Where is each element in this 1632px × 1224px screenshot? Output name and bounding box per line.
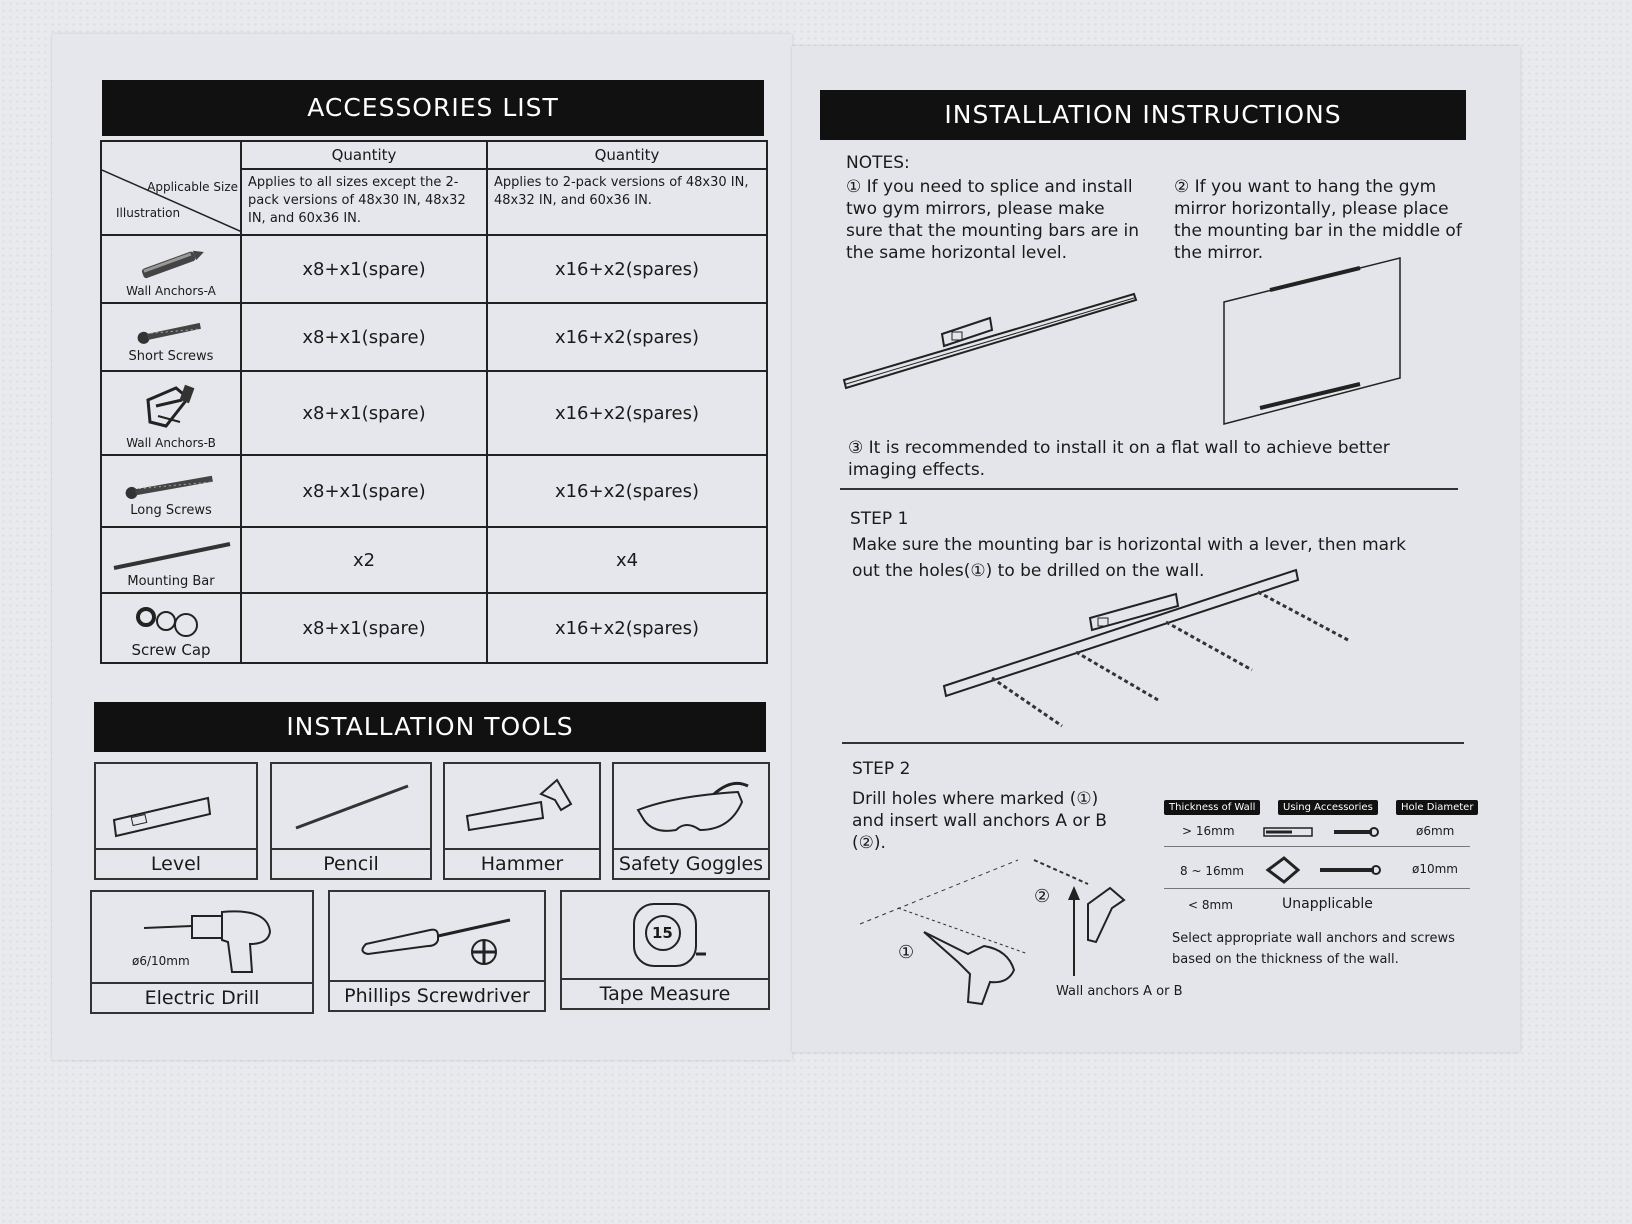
level-label: Level: [96, 848, 256, 878]
notes-label: NOTES:: [846, 153, 910, 173]
accessories-header: Using Accessories: [1278, 800, 1378, 815]
screwdriver-label: Phillips Screwdriver: [330, 980, 544, 1010]
mounting-bar-qty1: x2: [241, 527, 487, 593]
illustration-label: Illustration: [116, 206, 181, 220]
long-screws-cell: [101, 455, 241, 527]
mounting-bar-qty2: x4: [487, 527, 767, 593]
divider-2: [842, 742, 1464, 744]
electric-drill-label: Electric Drill: [92, 982, 312, 1012]
tools-title: INSTALLATION TOOLS: [94, 702, 766, 752]
row2-accessories-icon: [1264, 854, 1384, 888]
wall-anchors-a-qty1: x8+x1(spare): [241, 235, 487, 303]
screw-cap-cell: [101, 593, 241, 663]
step1-illustration: [940, 566, 1360, 736]
short-screws-qty2: x16+x2(spares): [487, 303, 767, 371]
splice-bar-illustration: [842, 284, 1142, 394]
pencil-icon: [272, 764, 430, 844]
wall-anchors-a-label: Wall Anchors-A: [126, 283, 216, 298]
drill-size-label: ø6/10mm: [132, 954, 190, 968]
screw-cap-qty2: x16+x2(spares): [487, 593, 767, 663]
mounting-bar-cell: [101, 527, 241, 593]
hammer-label: Hammer: [445, 848, 599, 878]
electric-drill-icon: [92, 892, 312, 978]
safety-goggles-label: Safety Goggles: [614, 848, 768, 878]
long-screw-icon: [121, 471, 221, 501]
tape-number: 15: [652, 924, 673, 942]
step2-marker-1: ①: [898, 942, 915, 963]
screw-cap-qty1: x8+x1(spare): [241, 593, 487, 663]
row1-hole: ø6mm: [1416, 824, 1455, 838]
short-screw-icon: [131, 317, 211, 347]
step1-label: STEP 1: [850, 509, 909, 529]
quantity-header-2: Quantity: [487, 141, 767, 169]
row3-thickness: < 8mm: [1188, 898, 1233, 912]
step2-text: Drill holes where marked (①) and insert wall anchors A or B (②).: [852, 789, 1107, 853]
step2-marker-2: ②: [1034, 886, 1051, 907]
note-1: ① If you need to splice and install two gym mirrors, please make sure that the mounting bars are in the same horizontal level.: [846, 177, 1140, 263]
tool-safety-goggles: [612, 762, 770, 880]
short-screws-label: Short Screws: [128, 348, 214, 364]
safety-goggles-icon: [614, 764, 768, 844]
accessories-table: [100, 140, 768, 664]
wall-anchor-b-icon: [136, 382, 206, 434]
wall-anchor-a-icon: [131, 246, 211, 282]
tool-pencil: [270, 762, 432, 880]
applies-text-1: Applies to all sizes except the 2-pack versions of 48x30 IN, 48x32 IN, and 60x36 IN.: [241, 169, 487, 235]
wall-table-divider-1: [1164, 846, 1470, 847]
wall-anchors-a-cell: [101, 235, 241, 303]
mounting-bar-icon: [106, 538, 236, 572]
short-screws-qty1: x8+x1(spare): [241, 303, 487, 371]
wall-anchors-b-label: Wall Anchors-B: [126, 435, 216, 450]
row2-hole: ø10mm: [1412, 862, 1458, 876]
hammer-icon: [445, 764, 599, 844]
screw-cap-label: Screw Cap: [131, 641, 211, 659]
wall-anchors-b-qty2: x16+x2(spares): [487, 371, 767, 455]
wall-anchors-b-cell: [101, 371, 241, 455]
row3-accessories: Unapplicable: [1282, 896, 1373, 912]
tool-phillips-screwdriver: [328, 890, 546, 1012]
tool-level: [94, 762, 258, 880]
row1-thickness: > 16mm: [1182, 824, 1235, 838]
thickness-header: Thickness of Wall: [1164, 800, 1260, 815]
accessories-title: ACCESSORIES LIST: [102, 80, 764, 136]
applicable-size-label: Applicable Size: [147, 180, 238, 194]
wall-anchors-a-qty2: x16+x2(spares): [487, 235, 767, 303]
tool-electric-drill: [90, 890, 314, 1014]
step1-text: Make sure the mounting bar is horizontal with a lever, then mark out the holes(①) to be drilled on the wall.: [852, 535, 1406, 581]
screw-cap-icon: [126, 603, 216, 639]
wall-anchors-b-qty1: x8+x1(spare): [241, 371, 487, 455]
select-note: Select appropriate wall anchors and screws based on the thickness of the wall.: [1172, 931, 1455, 967]
row1-accessories-icon: [1262, 822, 1382, 842]
tape-measure-label: Tape Measure: [562, 978, 768, 1008]
tool-tape-measure: [560, 890, 770, 1010]
quantity-header-1: Quantity: [241, 141, 487, 169]
row2-thickness: 8 ~ 16mm: [1180, 864, 1244, 878]
wall-table-divider-2: [1164, 888, 1470, 889]
divider-1: [840, 488, 1458, 490]
hole-diameter-header: Hole Diameter: [1396, 800, 1478, 815]
applies-text-2: Applies to 2-pack versions of 48x30 IN, 48x32 IN, and 60x36 IN.: [487, 169, 767, 235]
mounting-bar-label: Mounting Bar: [127, 573, 215, 589]
instructions-title: INSTALLATION INSTRUCTIONS: [820, 90, 1466, 140]
screwdriver-icon: [330, 892, 544, 978]
note-3: ③ It is recommended to install it on a flat wall to achieve better imaging effects.: [848, 438, 1390, 480]
short-screws-cell: [101, 303, 241, 371]
tool-hammer: [443, 762, 601, 880]
wall-anchors-caption: Wall anchors A or B: [1056, 984, 1183, 999]
diagonal-header-cell: [101, 141, 241, 235]
mirror-illustration: [1220, 254, 1420, 434]
level-icon: [96, 764, 256, 844]
step2-label: STEP 2: [852, 759, 911, 779]
long-screws-qty2: x16+x2(spares): [487, 455, 767, 527]
note-2: ② If you want to hang the gym mirror horizontally, please place the mounting bar in the middle of the mirror.: [1174, 177, 1462, 263]
long-screws-label: Long Screws: [130, 502, 212, 518]
long-screws-qty1: x8+x1(spare): [241, 455, 487, 527]
pencil-label: Pencil: [272, 848, 430, 878]
